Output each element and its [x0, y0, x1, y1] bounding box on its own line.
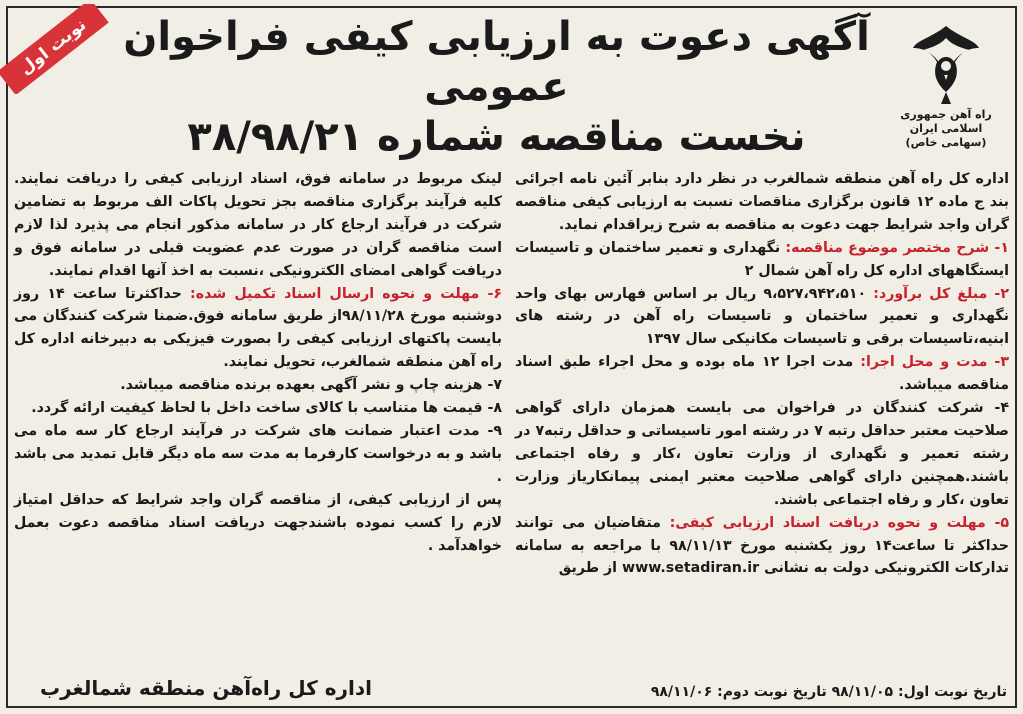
item-2-body: ۹،۵۲۷،۹۴۲،۵۱۰ ریال بر اساس فهارس بهای واحد نگهداری و تعمیر ساختمان و تاسیسات راه آهن در رشته های ابنیه،تاسیسات برقی و تاسیسات مکانیکی سال ۱۳۹۷ — [515, 285, 1009, 348]
item-3-body: مدت اجرا ۱۲ ماه بوده و محل اجراء طبق اسناد مناقصه میباشد. — [515, 354, 1009, 394]
railway-logo — [891, 18, 1001, 150]
notice-title — [120, 12, 873, 162]
item-6-body: حداکثرتا ساعت ۱۴ روز دوشنبه مورخ ۹۸/۱۱/۲۸از طریق سامانه فوق.ضمنا شرکت کنندگان می بایست پاکتهای ارزیابی کیفی را بصورت فیزیکی به دبیرخانه اداره کل راه آهن منطقه شمالغرب، تحویل نمایند. — [14, 285, 502, 371]
continued-paragraph: لینک مربوط در سامانه فوق، اسناد ارزیابی کیفی را دریافت نمایند. کلیه فرآیند برگزاری مناقصه بجز تحویل پاکات الف مربوط به تضامین شرکت در فرآیند ارجاع کار در سامانه مذکور انجام می پذیرد لذا لازم است مناقصه گران در صورت عدم عضویت قبلی در سامانه فوق و دریافت گواهی امضای الکترونیکی ،نسبت به اخذ آنها اقدام نمایند. — [14, 171, 502, 279]
item-4: ۴- شرکت کنندگان در فراخوان می بایست همزمان دارای گواهی صلاحیت معتبر حداقل رتبه ۷ در رشته امور تاسیساتی و حداقل رتبه۷ در رشته تعمیر و نگهداری از وزارت تعاون ،کار و رفاه اجتماعی باشند.همچنین دارای گواهی صلاحیت معتبر ایمنی پیمانکاریاز وزارت تعاون ،کار و رفاه اجتماعی باشند. — [515, 400, 1009, 508]
item-1 — [515, 237, 1009, 283]
item-2-heading: ۲- مبلغ کل برآورد: — [873, 285, 1009, 302]
left-column — [14, 168, 502, 557]
issuer-signature: اداره کل راه‌آهن منطقه شمالغرب — [40, 676, 373, 700]
item-1-heading: ۱- شرح مختصر موضوع مناقصه: — [785, 239, 1009, 256]
closing-paragraph: پس از ارزیابی کیفی، از مناقصه گران واجد شرایط که حداقل امتیاز لازم را کسب نموده باشندجهت دریافت اسناد مناقصه دعوت بعمل خواهدآمد . — [14, 491, 502, 554]
intro-paragraph: اداره کل راه آهن منطقه شمالغرب در نظر دارد بنابر آئین نامه اجرائی بند ج ماده ۱۲ قانون برگزاری مناقصات نسبت به ارزیابی کیفی مناقصه گران واجد شرایط جهت دعوت به مناقصه به شرح زیراقدام نماید. — [515, 171, 1010, 233]
badge-container — [0, 4, 114, 94]
first-publication-badge: نوبت اول — [0, 4, 109, 94]
item-6 — [14, 283, 502, 375]
publication-dates: تاریخ نوبت اول: ۹۸/۱۱/۰۵ تاریخ نوبت دوم: ۹۸/۱۱/۰۶ — [650, 684, 1007, 700]
item-5-heading: ۵- مهلت و نحوه دریافت اسناد ارزیابی کیفی: — [669, 514, 1010, 531]
right-column — [515, 168, 1009, 580]
title-line-1: آگهی دعوت به ارزیابی کیفی فراخوان عمومی — [123, 14, 870, 110]
item-9: ۹- مدت اعتبار ضمانت های شرکت در فرآیند ارجاع کار سه ماه می باشد و به درخواست کارفرما به مدت سه ماه دیگر قابل تمدید می باشد . — [14, 422, 502, 485]
item-5-body: متقاضیان می توانند حداکثر تا ساعت۱۴ روز یکشنبه مورخ ۹۸/۱۱/۱۳ با مراجعه به سامانه تدارکات الکترونیکی دولت به نشانی www.setadiran.ir از طریق — [515, 514, 1009, 577]
item-7: ۷- هزینه چاپ و نشر آگهی بعهده برنده مناقصه میباشد. — [120, 377, 502, 394]
item-5 — [515, 512, 1009, 581]
logo-line-2: اسلامی ایران — [909, 122, 983, 135]
item-1-body: نگهداری و تعمیر ساختمان و تاسیسات ایستگاههای اداره کل راه آهن شمال ۲ — [515, 239, 1009, 279]
item-3-heading: ۳- مدت و محل اجرا: — [860, 354, 1009, 371]
item-6-heading: ۶- مهلت و نحوه ارسال اسناد تکمیل شده: — [190, 285, 503, 302]
item-2 — [515, 283, 1009, 352]
logo-line-1: راه آهن جمهوری — [900, 108, 992, 121]
logo-line-3: (سهامی خاص) — [905, 136, 987, 149]
item-3 — [515, 351, 1009, 397]
title-line-2: نخست مناقصه شماره ۳۸/۹۸/۲۱ — [187, 114, 806, 160]
winged-wheel-icon — [911, 18, 981, 108]
item-8: ۸- قیمت ها متناسب با کالای ساخت داخل با لحاظ کیفیت ارائه گردد. — [31, 400, 502, 417]
